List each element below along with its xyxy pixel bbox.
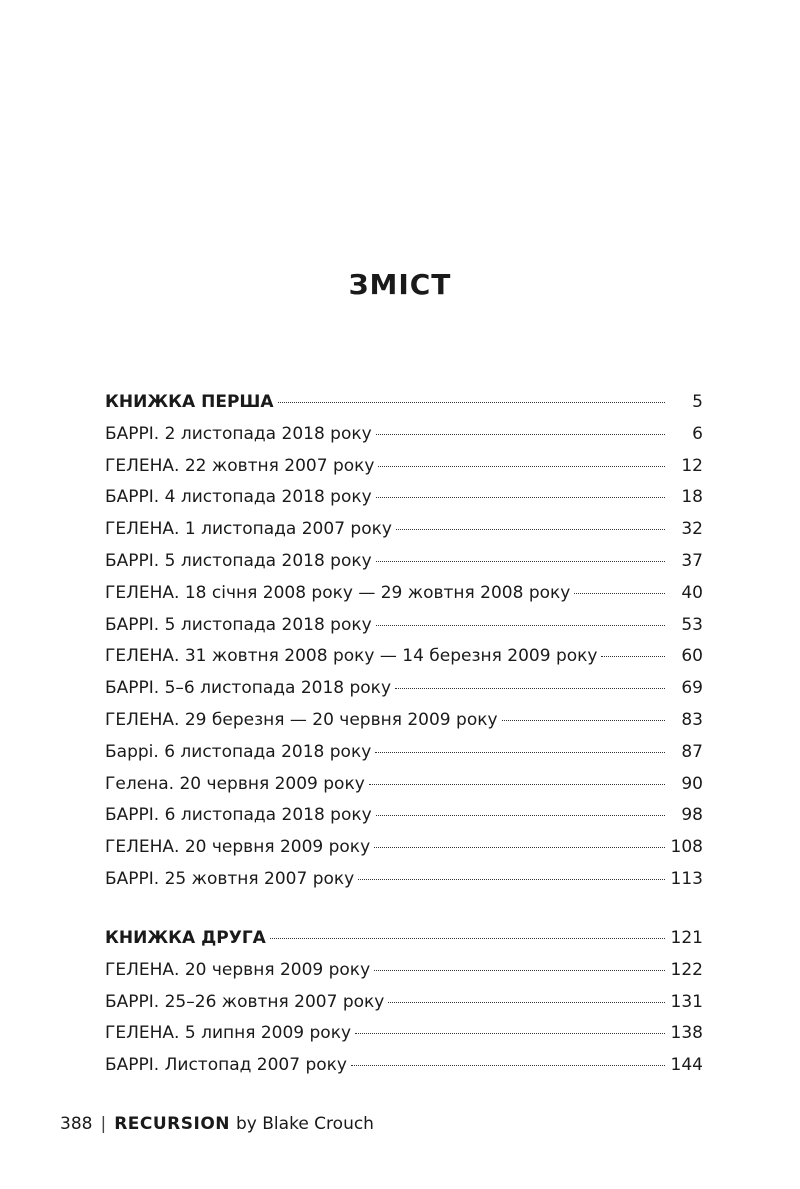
toc-heading [105,392,703,424]
toc-heading [105,928,703,960]
toc-leader-dots [358,879,665,880]
toc-entry [105,583,703,615]
toc-leader-dots [376,497,665,498]
toc-entry-page: 5 [692,392,703,412]
toc-leader-dots [395,688,665,689]
page-footer [60,1114,374,1134]
page-title: ЗМІСТ [348,268,452,301]
toc-entry [105,742,703,774]
toc-entry-label: ГЕЛЕНА. 31 жовтня 2008 року — 14 березня 2009 року [105,646,598,667]
toc-leader-dots [376,434,665,435]
toc-leader-dots [374,970,665,971]
toc-entry [105,487,703,519]
toc-entry-label: БАРРІ. 25 жовтня 2007 року [105,868,355,889]
toc-entry [105,992,703,1024]
toc-entry-page: 53 [681,614,703,635]
toc-entry-page: 6 [692,423,703,444]
toc-leader-dots [376,815,665,816]
toc-entry [105,837,703,869]
toc-entry [105,710,703,742]
footer-author: by Blake Crouch [236,1114,374,1134]
toc-entry-page: 131 [670,991,703,1012]
footer-page-number: 388 [60,1114,93,1134]
toc-leader-dots [601,656,665,657]
footer-book-title: RECURSION [114,1114,231,1134]
toc-entry-label: ГЕЛЕНА. 5 липня 2009 року [105,1023,352,1044]
toc-entry [105,1023,703,1055]
toc-leader-dots [376,625,665,626]
toc-entry-label: Баррі. 6 листопада 2018 року [105,741,372,762]
toc-entry-label: БАРРІ. 25–26 жовтня 2007 року [105,991,385,1012]
toc-leader-dots [376,561,665,562]
toc-entry-label: БАРРІ. 5 листопада 2018 року [105,614,372,635]
toc-section-book-two [105,928,703,1087]
toc-entry [105,678,703,710]
toc-entry-page: 37 [681,550,703,571]
toc-entry [105,1055,703,1087]
toc-entry-page: 60 [681,646,703,667]
toc-entry-label: ГЕЛЕНА. 18 січня 2008 року — 29 жовтня 2008 року [105,582,571,603]
toc-leader-dots [502,720,665,721]
toc-entry-label: КНИЖКА ПЕРША [105,392,274,412]
toc-entry-label: БАРРІ. Листопад 2007 року [105,1055,347,1076]
toc-section-book-one [105,392,703,901]
toc-entry-label: ГЕЛЕНА. 29 березня — 20 червня 2009 року [105,709,498,730]
toc-entry [105,551,703,583]
toc-entry-page: 144 [670,1055,703,1076]
toc-entry-page: 40 [681,582,703,603]
toc-entry-label: БАРРІ. 4 листопада 2018 року [105,487,372,508]
toc-entry [105,424,703,456]
toc-leader-dots [351,1065,665,1066]
toc-entry-page: 90 [681,773,703,794]
toc-entry-page: 98 [681,805,703,826]
toc-leader-dots [574,593,665,594]
toc-entry-page: 69 [681,678,703,699]
toc-entry-page: 87 [681,741,703,762]
toc-entry-label: ГЕЛЕНА. 20 червня 2009 року [105,837,371,858]
toc-entry-page: 122 [670,959,703,980]
toc-entry [105,456,703,488]
toc-leader-dots [355,1033,665,1034]
toc-entry-label: ГЕЛЕНА. 22 жовтня 2007 року [105,455,375,476]
toc-entry [105,646,703,678]
toc-leader-dots [388,1002,665,1003]
toc-entry-label: ГЕЛЕНА. 1 листопада 2007 року [105,519,392,540]
toc-entry-page: 83 [681,709,703,730]
toc-entry-label: Гелена. 20 червня 2009 року [105,773,365,794]
toc-entry-page: 12 [681,455,703,476]
toc-entry-label: БАРРІ. 5–6 листопада 2018 року [105,678,392,699]
toc-entry-page: 138 [670,1023,703,1044]
toc-leader-dots [270,938,665,939]
toc-entry-page: 121 [670,928,703,948]
toc-leader-dots [374,847,665,848]
toc-leader-dots [396,529,665,530]
toc-leader-dots [378,466,665,467]
toc-entry [105,869,703,901]
toc-entry-label: БАРРІ. 2 листопада 2018 року [105,423,372,444]
toc-entry-label: ГЕЛЕНА. 20 червня 2009 року [105,959,371,980]
toc-entry-page: 18 [681,487,703,508]
toc-leader-dots [278,402,665,403]
toc-entry-label: БАРРІ. 5 листопада 2018 року [105,550,372,571]
toc-entry-label: КНИЖКА ДРУГА [105,928,266,948]
footer-separator: | [100,1114,107,1134]
toc-entry-label: БАРРІ. 6 листопада 2018 року [105,805,372,826]
toc-entry [105,774,703,806]
toc-entry [105,805,703,837]
toc-entry-page: 113 [670,868,703,889]
toc-leader-dots [369,784,665,785]
toc-entry-page: 32 [681,519,703,540]
toc-entry-page: 108 [670,837,703,858]
toc-entry [105,960,703,992]
toc-entry [105,519,703,551]
toc-leader-dots [375,752,665,753]
toc-entry [105,615,703,647]
